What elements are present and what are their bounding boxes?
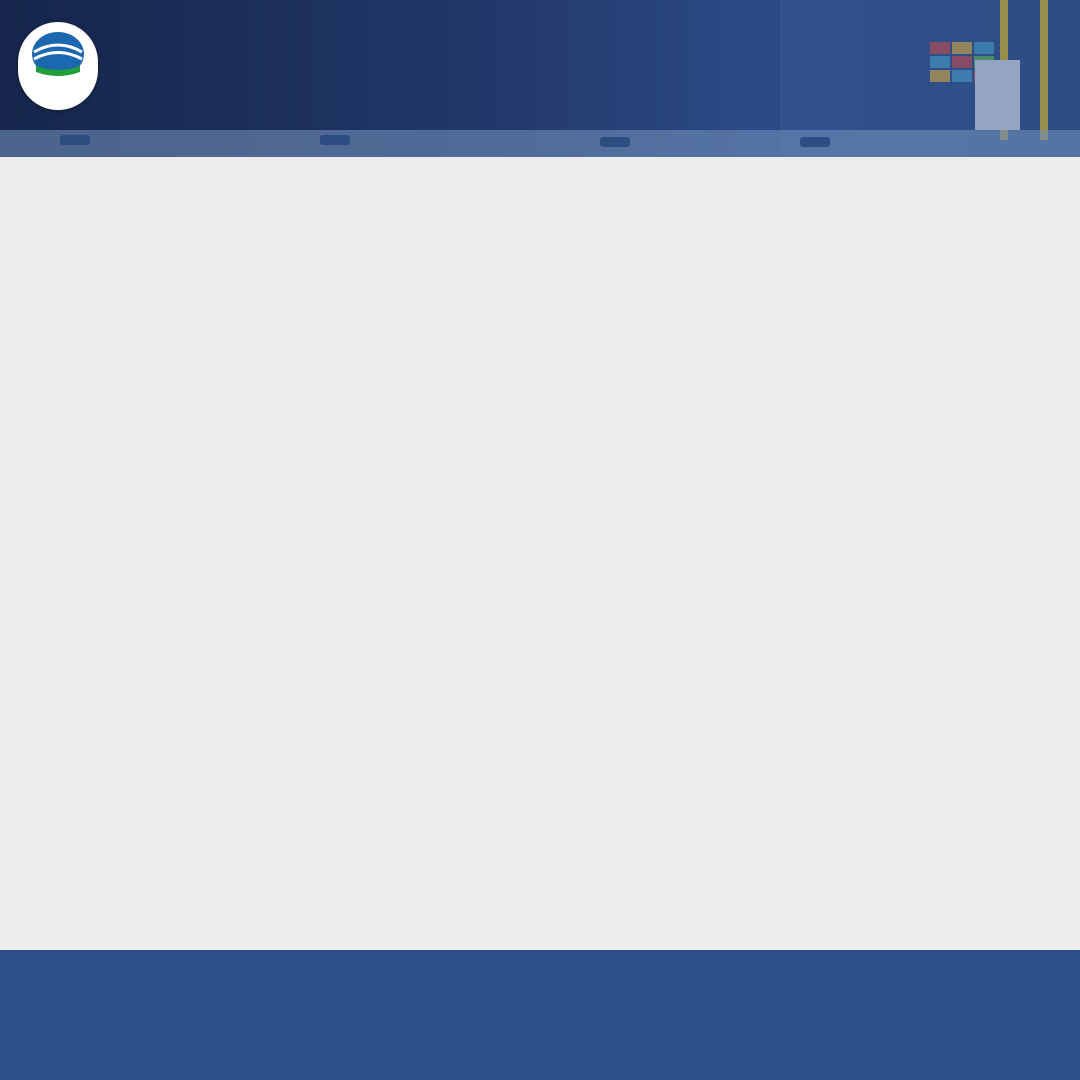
bmkg-emblem-icon (18, 22, 98, 82)
sea-surface-temperature-chart (30, 562, 1060, 682)
legend-bar (0, 950, 1080, 1080)
port-background-illustration (0, 0, 1080, 157)
valid-to (568, 255, 573, 275)
legend-side-label (0, 950, 32, 1080)
valid-from (211, 255, 216, 275)
header-banner (0, 0, 1080, 157)
bmkg-logo[interactable] (18, 22, 98, 110)
